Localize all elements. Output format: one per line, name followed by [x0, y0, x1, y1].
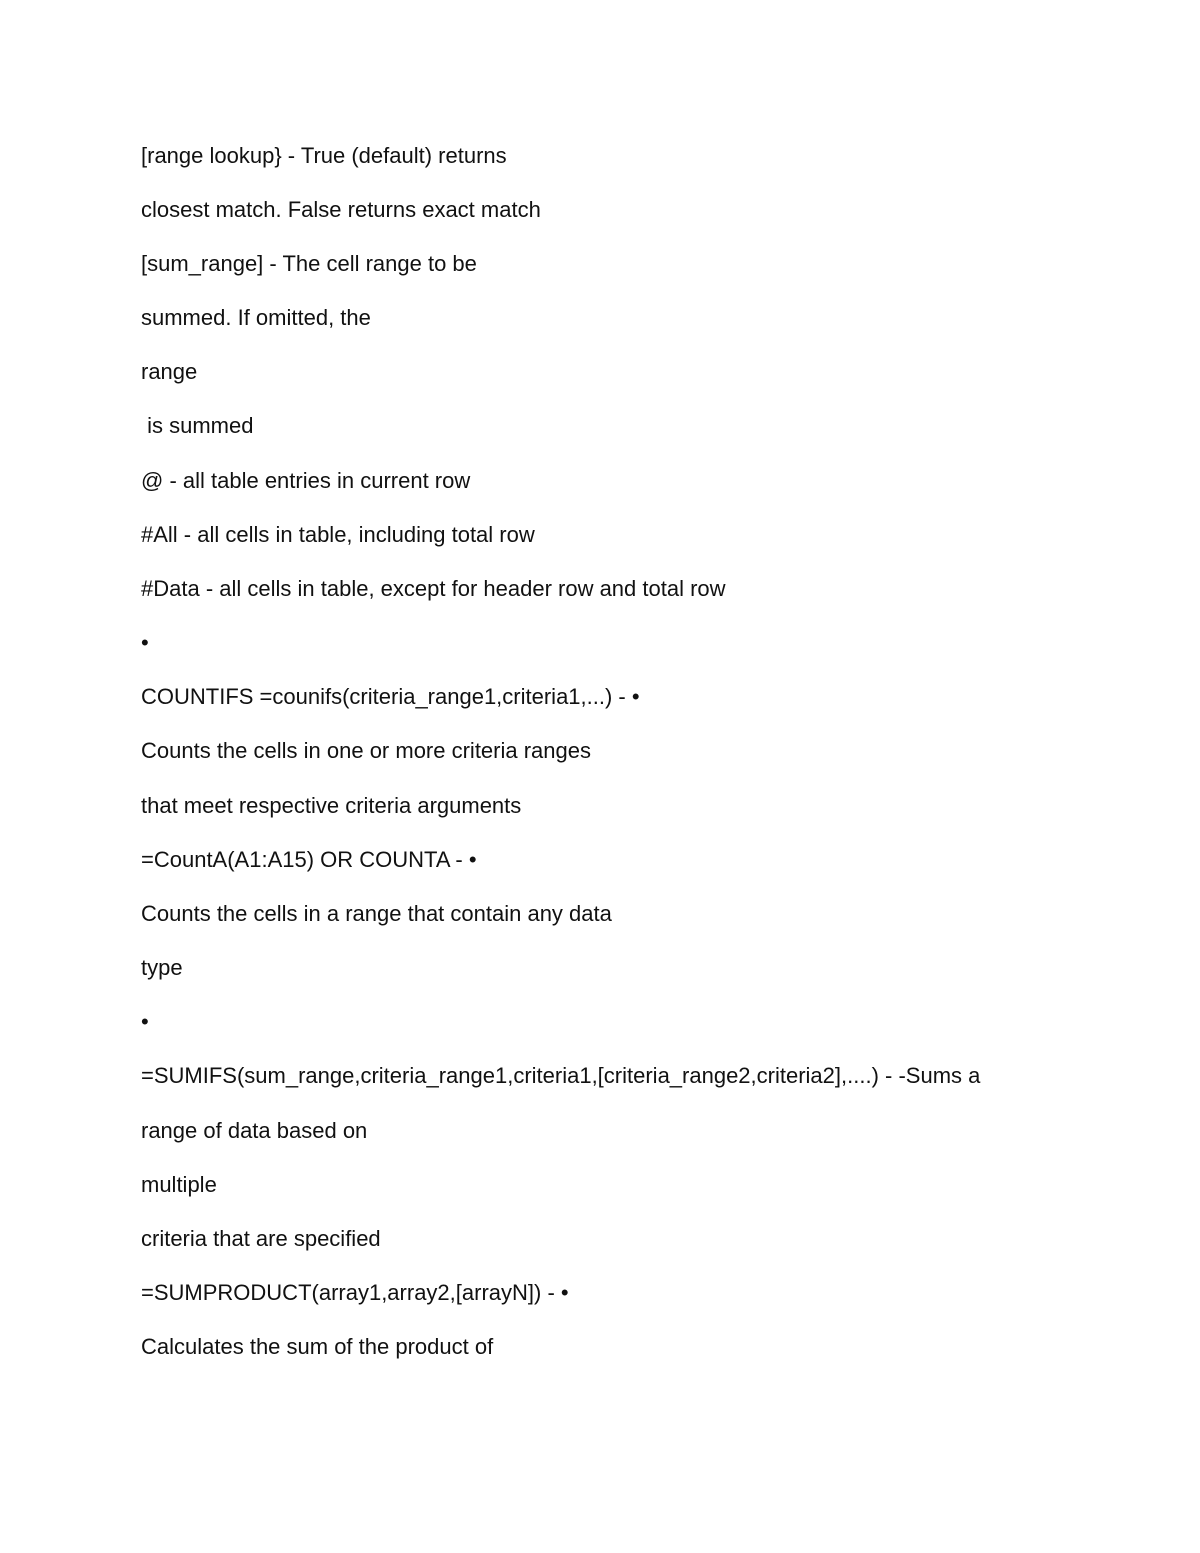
- text-line: @ - all table entries in current row: [141, 468, 471, 493]
- text-line: [range lookup} - True (default) returns: [141, 143, 507, 168]
- text-line: =SUMPRODUCT(array1,array2,[arrayN]) - •: [141, 1280, 569, 1305]
- text-line: Counts the cells in one or more criteria ranges: [141, 738, 591, 763]
- text-line: Counts the cells in a range that contain any data: [141, 901, 612, 926]
- text-line: summed. If omitted, the: [141, 305, 371, 330]
- bullet-line: •: [141, 1009, 149, 1034]
- text-line: Calculates the sum of the product of: [141, 1334, 494, 1359]
- bullet-line: •: [141, 630, 149, 655]
- text-line: COUNTIFS =counifs(criteria_range1,criteria1,...) - •: [141, 684, 640, 709]
- text-line: is summed: [141, 413, 254, 438]
- text-line: #Data - all cells in table, except for header row and total row: [141, 576, 726, 601]
- text-line: range: [141, 359, 198, 384]
- text-line: criteria that are specified: [141, 1226, 381, 1251]
- text-line: type: [141, 955, 183, 980]
- text-line: multiple: [141, 1172, 217, 1197]
- text-line: =SUMIFS(sum_range,criteria_range1,criteria1,[criteria_range2,criteria2],....) - -Sums a: [141, 1063, 981, 1088]
- text-line: that meet respective criteria arguments: [141, 793, 522, 818]
- text-line: range of data based on: [141, 1118, 368, 1143]
- text-line: =CountA(A1:A15) OR COUNTA - •: [141, 847, 477, 872]
- text-line: #All - all cells in table, including total row: [141, 522, 535, 547]
- text-line: [sum_range] - The cell range to be: [141, 251, 477, 276]
- text-line: closest match. False returns exact match: [141, 197, 541, 222]
